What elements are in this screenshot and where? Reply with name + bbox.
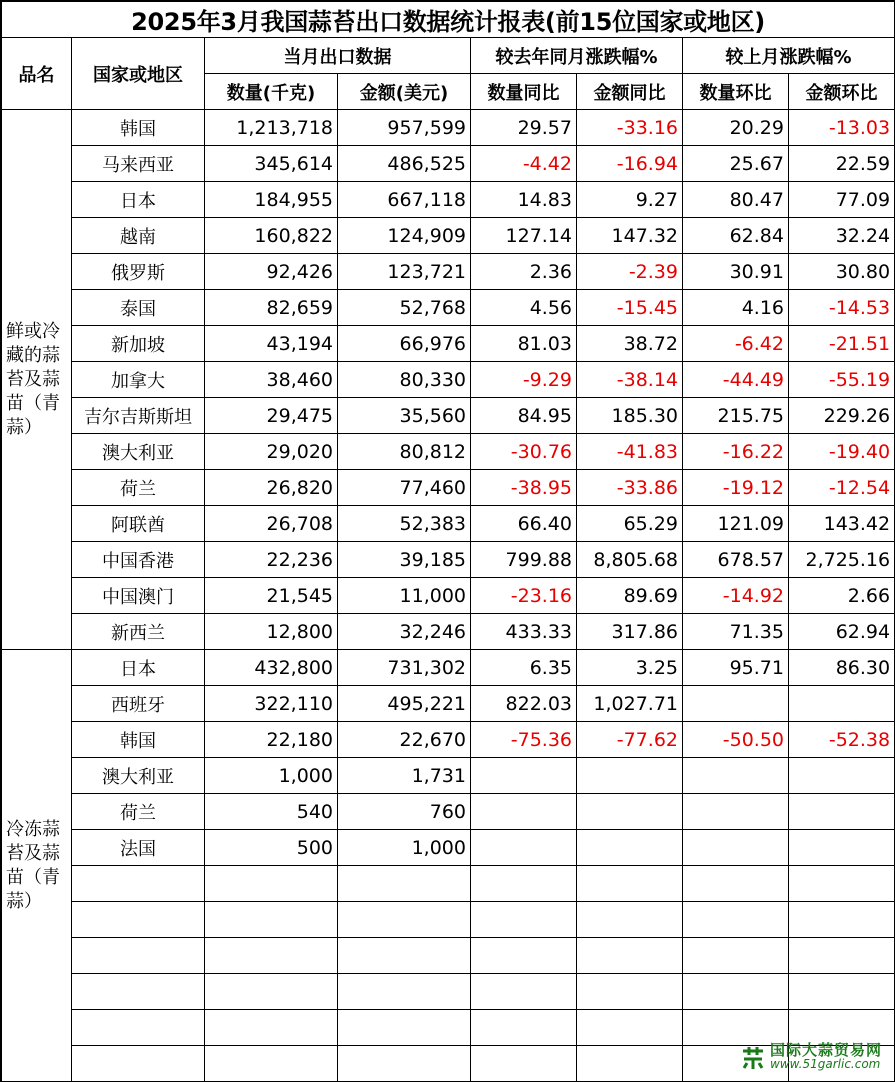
amt-mom-cell: -12.54 <box>789 470 895 506</box>
qty-cell: 43,194 <box>205 326 338 362</box>
country-cell: 中国香港 <box>72 542 205 578</box>
amount-cell: 32,246 <box>338 614 471 650</box>
country-cell: 韩国 <box>72 110 205 146</box>
country-cell: 韩国 <box>72 722 205 758</box>
amt-yoy-cell: -2.39 <box>577 254 683 290</box>
country-cell <box>72 866 205 902</box>
amt-mom-cell: 2,725.16 <box>789 542 895 578</box>
country-cell: 法国 <box>72 830 205 866</box>
country-cell: 泰国 <box>72 290 205 326</box>
amount-cell: 22,670 <box>338 722 471 758</box>
qty-yoy-cell: 84.95 <box>471 398 577 434</box>
table-row <box>2 614 895 650</box>
amt-yoy-cell: -41.83 <box>577 434 683 470</box>
qty-yoy-cell: 14.83 <box>471 182 577 218</box>
amt-yoy-cell: -15.45 <box>577 290 683 326</box>
amt-mom-cell <box>789 686 895 722</box>
qty-yoy-cell <box>471 866 577 902</box>
amt-mom-cell: -13.03 <box>789 110 895 146</box>
table-row <box>2 1010 895 1046</box>
amt-yoy-cell <box>577 794 683 830</box>
qty-cell: 29,475 <box>205 398 338 434</box>
amt-yoy-cell: 317.86 <box>577 614 683 650</box>
table-row <box>2 578 895 614</box>
country-cell: 澳大利亚 <box>72 758 205 794</box>
qty-cell: 184,955 <box>205 182 338 218</box>
country-cell <box>72 1010 205 1046</box>
country-cell: 日本 <box>72 650 205 686</box>
qty-cell <box>205 938 338 974</box>
amount-cell: 52,768 <box>338 290 471 326</box>
qty-cell: 540 <box>205 794 338 830</box>
amount-cell: 35,560 <box>338 398 471 434</box>
table-row <box>2 326 895 362</box>
qty-cell <box>205 1010 338 1046</box>
amt-yoy-cell <box>577 902 683 938</box>
site-logo <box>740 1043 882 1071</box>
qty-mom-cell <box>683 794 789 830</box>
qty-cell <box>205 902 338 938</box>
product-name-cell: 冷冻蒜苔及蒜苗（青蒜） <box>2 650 72 1082</box>
country-cell: 吉尔吉斯斯坦 <box>72 398 205 434</box>
qty-cell: 1,000 <box>205 758 338 794</box>
country-cell: 西班牙 <box>72 686 205 722</box>
qty-cell: 26,708 <box>205 506 338 542</box>
amount-cell: 495,221 <box>338 686 471 722</box>
amt-mom-cell <box>789 902 895 938</box>
amt-yoy-cell <box>577 830 683 866</box>
amount-cell: 1,731 <box>338 758 471 794</box>
country-cell: 越南 <box>72 218 205 254</box>
amount-cell: 957,599 <box>338 110 471 146</box>
amt-yoy-cell: -33.86 <box>577 470 683 506</box>
country-cell <box>72 938 205 974</box>
qty-yoy-cell: -9.29 <box>471 362 577 398</box>
qty-yoy-cell: -4.42 <box>471 146 577 182</box>
table-row <box>2 758 895 794</box>
qty-mom-cell: 215.75 <box>683 398 789 434</box>
header-qty: 数量(千克) <box>205 74 338 110</box>
amt-mom-cell: 143.42 <box>789 506 895 542</box>
table-row <box>2 182 895 218</box>
qty-cell: 38,460 <box>205 362 338 398</box>
table-row <box>2 938 895 974</box>
table-row <box>2 974 895 1010</box>
amount-cell <box>338 938 471 974</box>
qty-cell: 160,822 <box>205 218 338 254</box>
amt-mom-cell: 229.26 <box>789 398 895 434</box>
amt-yoy-cell <box>577 1010 683 1046</box>
table-row <box>2 470 895 506</box>
qty-yoy-cell <box>471 758 577 794</box>
amt-mom-cell: 32.24 <box>789 218 895 254</box>
amt-yoy-cell: -77.62 <box>577 722 683 758</box>
amount-cell <box>338 974 471 1010</box>
qty-cell: 92,426 <box>205 254 338 290</box>
country-cell: 日本 <box>72 182 205 218</box>
qty-mom-cell <box>683 902 789 938</box>
amt-mom-cell: -19.40 <box>789 434 895 470</box>
qty-cell: 345,614 <box>205 146 338 182</box>
header-group-current: 当月出口数据 <box>205 38 471 74</box>
qty-yoy-cell: 4.56 <box>471 290 577 326</box>
amount-cell: 123,721 <box>338 254 471 290</box>
amount-cell: 1,000 <box>338 830 471 866</box>
amt-mom-cell: 86.30 <box>789 650 895 686</box>
header-amt-mom: 金额环比 <box>789 74 895 110</box>
header-country: 国家或地区 <box>72 38 205 110</box>
amt-yoy-cell <box>577 974 683 1010</box>
qty-cell: 82,659 <box>205 290 338 326</box>
amt-yoy-cell: -38.14 <box>577 362 683 398</box>
qty-mom-cell: 71.35 <box>683 614 789 650</box>
qty-yoy-cell: 81.03 <box>471 326 577 362</box>
qty-mom-cell <box>683 974 789 1010</box>
qty-yoy-cell: 6.35 <box>471 650 577 686</box>
header-product: 品名 <box>2 38 72 110</box>
amt-mom-cell: -55.19 <box>789 362 895 398</box>
amt-yoy-cell <box>577 866 683 902</box>
amt-yoy-cell: 38.72 <box>577 326 683 362</box>
amount-cell: 52,383 <box>338 506 471 542</box>
table-row <box>2 434 895 470</box>
amt-mom-cell: -14.53 <box>789 290 895 326</box>
amt-mom-cell: -21.51 <box>789 326 895 362</box>
amount-cell: 124,909 <box>338 218 471 254</box>
qty-cell <box>205 866 338 902</box>
qty-yoy-cell <box>471 1010 577 1046</box>
table-row <box>2 830 895 866</box>
amt-yoy-cell: 65.29 <box>577 506 683 542</box>
amount-cell <box>338 866 471 902</box>
qty-yoy-cell: 127.14 <box>471 218 577 254</box>
logo-text <box>770 1043 882 1071</box>
qty-mom-cell: -19.12 <box>683 470 789 506</box>
qty-mom-cell: -44.49 <box>683 362 789 398</box>
qty-mom-cell: 20.29 <box>683 110 789 146</box>
qty-mom-cell: 30.91 <box>683 254 789 290</box>
qty-mom-cell <box>683 866 789 902</box>
table-row <box>2 218 895 254</box>
amt-mom-cell <box>789 866 895 902</box>
country-cell: 新加坡 <box>72 326 205 362</box>
qty-mom-cell: 121.09 <box>683 506 789 542</box>
export-table <box>1 1 895 1082</box>
qty-yoy-cell <box>471 1046 577 1082</box>
qty-cell: 500 <box>205 830 338 866</box>
amount-cell: 77,460 <box>338 470 471 506</box>
qty-mom-cell: -50.50 <box>683 722 789 758</box>
logo-url: www.51garlic.com <box>769 1057 881 1071</box>
garlic-logo-icon <box>740 1044 766 1070</box>
amt-mom-cell: 62.94 <box>789 614 895 650</box>
header-qty-mom: 数量环比 <box>683 74 789 110</box>
amt-mom-cell: 22.59 <box>789 146 895 182</box>
amt-mom-cell: 77.09 <box>789 182 895 218</box>
country-cell <box>72 974 205 1010</box>
qty-cell: 1,213,718 <box>205 110 338 146</box>
amt-mom-cell <box>789 830 895 866</box>
amount-cell <box>338 1010 471 1046</box>
amt-yoy-cell <box>577 938 683 974</box>
header-group-mom: 较上月涨跌幅% <box>683 38 895 74</box>
product-name-cell: 鲜或冷藏的蒜苔及蒜苗（青蒜） <box>2 110 72 650</box>
header-group-yoy: 较去年同月涨跌幅% <box>471 38 683 74</box>
amount-cell: 11,000 <box>338 578 471 614</box>
table-row <box>2 146 895 182</box>
amt-yoy-cell: -33.16 <box>577 110 683 146</box>
qty-mom-cell: -14.92 <box>683 578 789 614</box>
amount-cell <box>338 1046 471 1082</box>
table-row <box>2 794 895 830</box>
country-cell: 荷兰 <box>72 794 205 830</box>
qty-mom-cell: -6.42 <box>683 326 789 362</box>
amt-yoy-cell <box>577 1046 683 1082</box>
amount-cell <box>338 902 471 938</box>
country-cell: 澳大利亚 <box>72 434 205 470</box>
amount-cell: 731,302 <box>338 650 471 686</box>
country-cell: 新西兰 <box>72 614 205 650</box>
amt-mom-cell <box>789 938 895 974</box>
qty-yoy-cell: -75.36 <box>471 722 577 758</box>
qty-yoy-cell: 66.40 <box>471 506 577 542</box>
qty-yoy-cell <box>471 902 577 938</box>
header-qty-yoy: 数量同比 <box>471 74 577 110</box>
country-cell: 加拿大 <box>72 362 205 398</box>
header-amt-yoy: 金额同比 <box>577 74 683 110</box>
country-cell <box>72 902 205 938</box>
amount-cell: 80,330 <box>338 362 471 398</box>
amount-cell: 66,976 <box>338 326 471 362</box>
qty-yoy-cell: 2.36 <box>471 254 577 290</box>
report-title: 2025年3月我国蒜苔出口数据统计报表(前15位国家或地区) <box>2 2 895 38</box>
amt-yoy-cell: 3.25 <box>577 650 683 686</box>
table-row <box>2 362 895 398</box>
qty-cell: 432,800 <box>205 650 338 686</box>
qty-mom-cell: 678.57 <box>683 542 789 578</box>
amount-cell: 667,118 <box>338 182 471 218</box>
table-row <box>2 542 895 578</box>
qty-yoy-cell: 799.88 <box>471 542 577 578</box>
table-row <box>2 902 895 938</box>
amt-yoy-cell: 185.30 <box>577 398 683 434</box>
qty-mom-cell <box>683 830 789 866</box>
qty-yoy-cell: -38.95 <box>471 470 577 506</box>
qty-mom-cell: 62.84 <box>683 218 789 254</box>
qty-cell: 21,545 <box>205 578 338 614</box>
qty-yoy-cell <box>471 830 577 866</box>
qty-mom-cell: 25.67 <box>683 146 789 182</box>
qty-mom-cell: 80.47 <box>683 182 789 218</box>
amt-yoy-cell: 147.32 <box>577 218 683 254</box>
table-row <box>2 506 895 542</box>
amount-cell: 39,185 <box>338 542 471 578</box>
logo-name: 国际大蒜贸易网 <box>769 1041 882 1059</box>
qty-cell: 22,180 <box>205 722 338 758</box>
country-cell: 俄罗斯 <box>72 254 205 290</box>
qty-cell: 322,110 <box>205 686 338 722</box>
qty-cell: 26,820 <box>205 470 338 506</box>
country-cell: 阿联酋 <box>72 506 205 542</box>
country-cell: 荷兰 <box>72 470 205 506</box>
qty-mom-cell <box>683 758 789 794</box>
amt-yoy-cell: 8,805.68 <box>577 542 683 578</box>
qty-mom-cell: -16.22 <box>683 434 789 470</box>
table-row <box>2 866 895 902</box>
amt-mom-cell: 30.80 <box>789 254 895 290</box>
table-body <box>2 110 895 1082</box>
qty-yoy-cell: 433.33 <box>471 614 577 650</box>
country-cell: 中国澳门 <box>72 578 205 614</box>
amt-mom-cell: 2.66 <box>789 578 895 614</box>
qty-cell: 22,236 <box>205 542 338 578</box>
amt-mom-cell <box>789 758 895 794</box>
amt-yoy-cell: 1,027.71 <box>577 686 683 722</box>
amt-mom-cell <box>789 974 895 1010</box>
qty-cell: 12,800 <box>205 614 338 650</box>
qty-mom-cell <box>683 938 789 974</box>
amount-cell: 80,812 <box>338 434 471 470</box>
table-row <box>2 398 895 434</box>
table-row <box>2 650 895 686</box>
table-row <box>2 290 895 326</box>
amt-yoy-cell <box>577 758 683 794</box>
qty-mom-cell: 4.16 <box>683 290 789 326</box>
amt-mom-cell <box>789 794 895 830</box>
qty-mom-cell: 95.71 <box>683 650 789 686</box>
amt-yoy-cell: 89.69 <box>577 578 683 614</box>
country-cell: 马来西亚 <box>72 146 205 182</box>
amount-cell: 760 <box>338 794 471 830</box>
qty-yoy-cell <box>471 794 577 830</box>
amt-mom-cell: -52.38 <box>789 722 895 758</box>
qty-yoy-cell: -23.16 <box>471 578 577 614</box>
header-amount: 金额(美元) <box>338 74 471 110</box>
qty-mom-cell <box>683 686 789 722</box>
table-row <box>2 722 895 758</box>
table-row <box>2 254 895 290</box>
table-row <box>2 110 895 146</box>
qty-cell: 29,020 <box>205 434 338 470</box>
amt-yoy-cell: 9.27 <box>577 182 683 218</box>
qty-yoy-cell <box>471 938 577 974</box>
qty-yoy-cell: -30.76 <box>471 434 577 470</box>
amt-yoy-cell: -16.94 <box>577 146 683 182</box>
table-row <box>2 686 895 722</box>
amount-cell: 486,525 <box>338 146 471 182</box>
qty-yoy-cell: 29.57 <box>471 110 577 146</box>
country-cell <box>72 1046 205 1082</box>
qty-cell <box>205 974 338 1010</box>
qty-yoy-cell: 822.03 <box>471 686 577 722</box>
qty-yoy-cell <box>471 974 577 1010</box>
qty-cell <box>205 1046 338 1082</box>
